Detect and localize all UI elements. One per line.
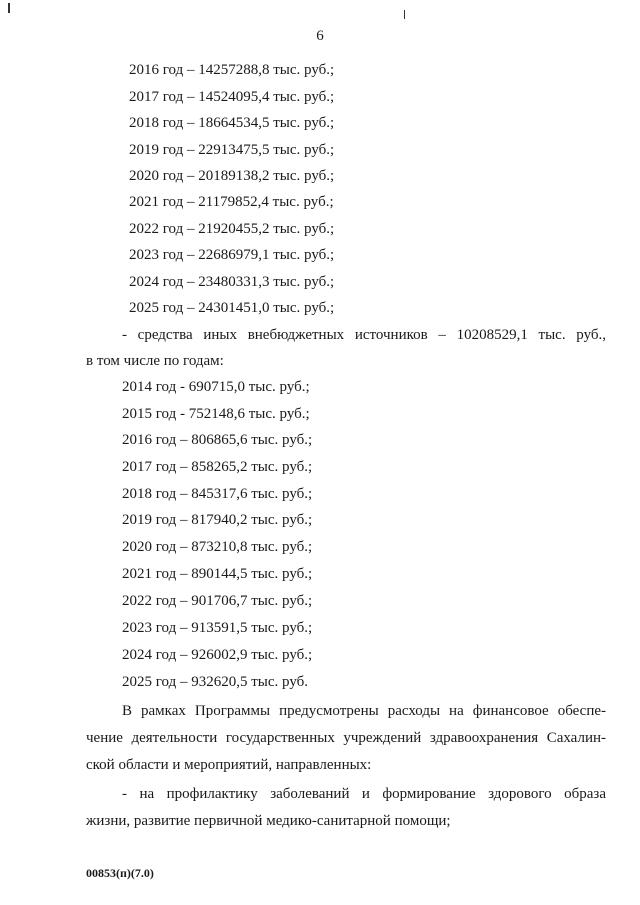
budget-year-line: 2020 год – 20189138,2 тыс. руб.; bbox=[129, 168, 335, 184]
other-year-line: 2019 год – 817940,2 тыс. руб.; bbox=[122, 512, 313, 528]
budget-year-line: 2024 год – 23480331,3 тыс. руб.; bbox=[129, 274, 335, 290]
paragraph-line: жизни, развитие первичной медико-санитарной помощи; bbox=[86, 813, 451, 829]
other-year-line: 2021 год – 890144,5 тыс. руб.; bbox=[122, 566, 313, 582]
budget-year-line: 2019 год – 22913475,5 тыс. руб.; bbox=[129, 142, 335, 158]
paragraph-line: - на профилактику заболеваний и формирование здорового образа bbox=[122, 786, 606, 802]
budget-year-line: 2017 год – 14524095,4 тыс. руб.; bbox=[129, 89, 335, 105]
document-code: 00853(п)(7.0) bbox=[86, 866, 154, 880]
paragraph-line: В рамках Программы предусмотрены расходы на финансовое обеспе- bbox=[122, 703, 606, 719]
other-year-line: 2024 год – 926002,9 тыс. руб.; bbox=[122, 647, 313, 663]
other-year-line: 2020 год – 873210,8 тыс. руб.; bbox=[122, 539, 313, 555]
paragraph-line: ской области и мероприятий, направленных: bbox=[86, 757, 372, 773]
scan-mark bbox=[404, 10, 405, 19]
other-year-line: 2015 год - 752148,6 тыс. руб.; bbox=[122, 406, 310, 422]
budget-year-line: 2016 год – 14257288,8 тыс. руб.; bbox=[129, 62, 335, 78]
other-year-line: 2014 год - 690715,0 тыс. руб.; bbox=[122, 379, 310, 395]
budget-year-line: 2018 год – 18664534,5 тыс. руб.; bbox=[129, 115, 335, 131]
budget-year-line: 2021 год – 21179852,4 тыс. руб.; bbox=[129, 194, 334, 210]
other-year-line: 2018 год – 845317,6 тыс. руб.; bbox=[122, 486, 313, 502]
other-year-line: 2022 год – 901706,7 тыс. руб.; bbox=[122, 593, 313, 609]
other-year-line: 2023 год – 913591,5 тыс. руб.; bbox=[122, 620, 313, 636]
other-year-line: 2017 год – 858265,2 тыс. руб.; bbox=[122, 459, 313, 475]
other-year-line: 2025 год – 932620,5 тыс. руб. bbox=[122, 674, 309, 690]
budget-year-line: 2023 год – 22686979,1 тыс. руб.; bbox=[129, 247, 335, 263]
other-sources-subheading: в том числе по годам: bbox=[86, 353, 224, 369]
budget-year-line: 2022 год – 21920455,2 тыс. руб.; bbox=[129, 221, 335, 237]
page-number: 6 bbox=[316, 28, 324, 44]
paragraph-line: чение деятельности государственных учреждений здравоохранения Сахалин- bbox=[86, 730, 606, 746]
other-sources-heading: - средства иных внебюджетных источников – 10208529,1 тыс. руб., bbox=[122, 327, 606, 343]
other-year-line: 2016 год – 806865,6 тыс. руб.; bbox=[122, 432, 313, 448]
budget-year-line: 2025 год – 24301451,0 тыс. руб.; bbox=[129, 300, 335, 316]
scan-mark bbox=[8, 3, 10, 13]
